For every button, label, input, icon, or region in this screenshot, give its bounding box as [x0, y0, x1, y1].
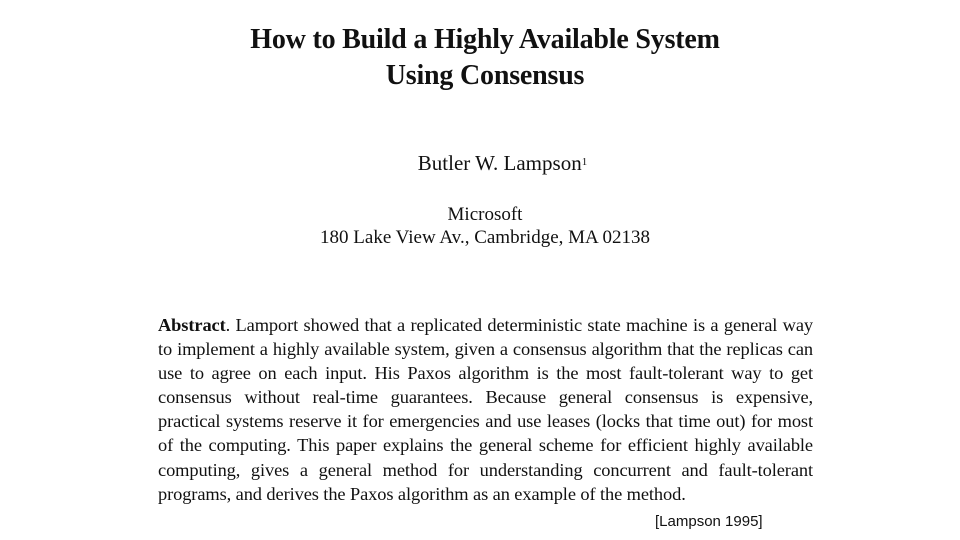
citation-label: [Lampson 1995] — [655, 513, 763, 530]
affiliation-org: Microsoft — [447, 204, 523, 225]
affiliation-address: 180 Lake View Av., Cambridge, MA 02138 — [320, 227, 650, 248]
author-name — [0, 150, 960, 176]
author-footnote-marker: 1 — [581, 156, 588, 168]
author-text: Butler W. Lampson — [417, 151, 582, 175]
abstract-body: . Lamport showed that a replicated deterministic state machine is a general way to implement a highly available system, given a consensus algorithm that the replicas can use to agree on each input. His Paxos algorithm is the most fault-tolerant way to get consensus without real-time guarantees. Because general consensus is expensive, practical systems reserve it for emergencies and use leases (locks that time out) for most of the computing. This paper explains the general scheme for efficient highly available computing, gives a general method for understanding concurrent and fault-tolerant programs, and derives the Paxos algorithm as an example of the method. — [158, 315, 813, 504]
author-affiliation — [0, 203, 960, 249]
abstract-paragraph — [158, 313, 813, 506]
title-line-2: Using Consensus — [385, 60, 585, 91]
title-line-1: How to Build a Highly Available System — [250, 24, 720, 55]
abstract-heading: Abstract — [158, 315, 226, 335]
paper-title — [0, 22, 960, 94]
